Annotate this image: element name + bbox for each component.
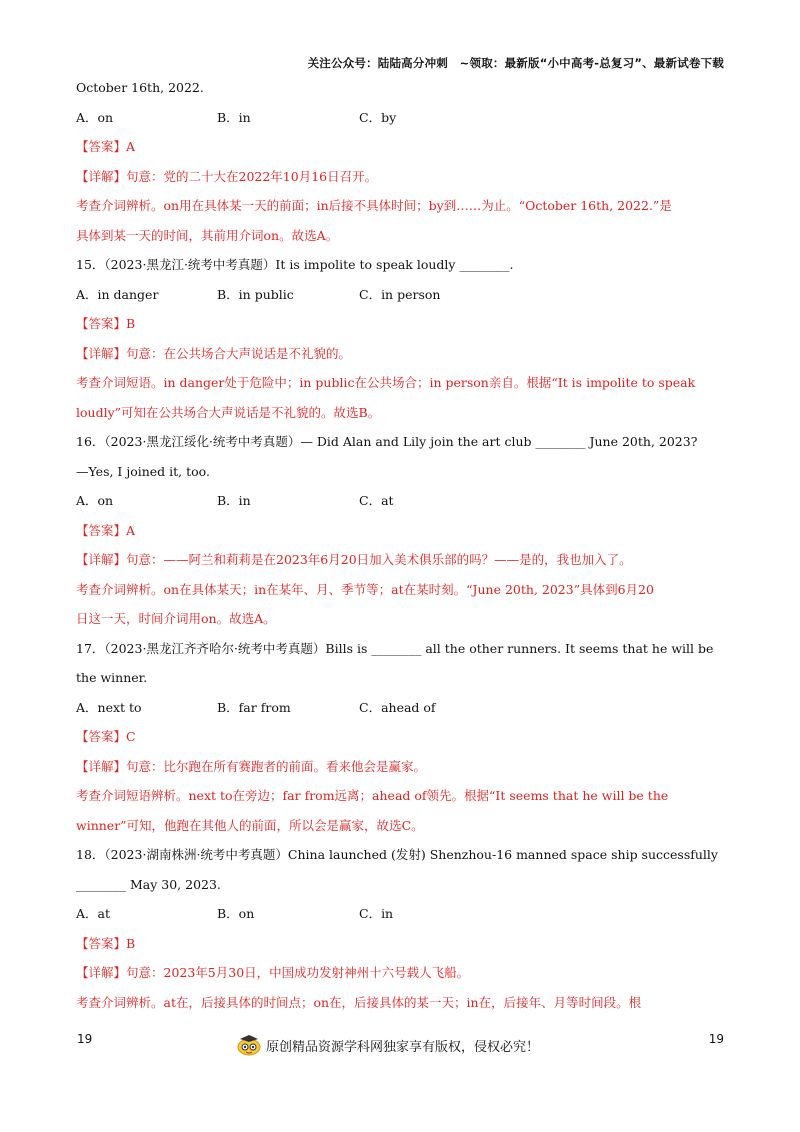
options-row <box>76 491 726 521</box>
explanation-line: 【详解】句意：比尔跑在所有赛跑者的前面。看来他会是赢家。 <box>76 758 427 774</box>
page-header: 关注公众号：陆陆高分冲刺 ~领取：最新版“小中高考-总复习”、最新试卷下载 <box>307 56 724 70</box>
option-item: B．in public <box>217 286 294 302</box>
explanation-line: 【详解】句意：党的二十大在2022年10月16日召开。 <box>76 168 378 184</box>
option-item: A．at <box>76 906 111 921</box>
explanation-line: 考查介词短语辨析。next to在旁边；far from远离；ahead of领先。根据“It seems that he will be the <box>76 788 669 803</box>
question-line: the winner. <box>76 670 148 685</box>
question-line: 18．（2023·湖南株洲·统考中考真题）China launched (发射) Shenzhou-16 manned space ship successfully <box>76 847 718 862</box>
option-item: B．in <box>217 493 251 508</box>
question-line: ________ May 30, 2023. <box>76 876 221 892</box>
question-line: 15．（2023·黑龙江·统考中考真题）It is impolite to speak loudly ________. <box>76 257 514 272</box>
page-number-right: 19 <box>708 1032 724 1046</box>
option-item: C．in person <box>359 286 441 302</box>
explanation-line: winner”可知，他跑在其他人的前面，所以会是赢家，故选C。 <box>76 817 424 833</box>
explanation-line: 【详解】句意：——阿兰和莉莉是在2023年6月20日加入美术俱乐部的吗？——是的，我也加入了。 <box>76 552 632 567</box>
explanation-line: 【详解】句意：2023年5月30日，中国成功发射神州十六号载人飞船。 <box>76 965 470 980</box>
mascot-icon <box>236 1034 262 1056</box>
options-row <box>76 698 726 728</box>
answer-line: 【答案】B <box>76 316 136 331</box>
options-row <box>76 108 726 138</box>
options-row <box>76 285 726 315</box>
option-item: A．in danger <box>76 286 159 302</box>
option-item: B．on <box>217 906 255 921</box>
document-body <box>76 78 726 1022</box>
explanation-line: 具体到某一天的时间，其前用介词on。故选A。 <box>76 227 339 243</box>
answer-line: 【答案】A <box>76 522 136 538</box>
explanation-line: loudly”可知在公共场合大声说话是不礼貌的。故选B。 <box>76 404 381 420</box>
option-item: A．next to <box>76 699 142 715</box>
explanation-line: 考查介词辨析。on在具体某天；in在某年、月、季节等；at在某时刻。“June 20th, 2023”具体到6月20 <box>76 581 654 597</box>
option-item: C．at <box>359 493 394 508</box>
option-item: A．on <box>76 493 114 508</box>
option-item: C．by <box>359 109 397 125</box>
explanation-line: 日这一天，时间介词用on。故选A。 <box>76 611 276 626</box>
option-item: B．far from <box>217 699 291 715</box>
option-item: C．in <box>359 906 394 921</box>
option-item: A．on <box>76 109 114 125</box>
explanation-line: 【详解】句意：在公共场合大声说话是不礼貌的。 <box>76 345 352 361</box>
answer-line: 【答案】A <box>76 139 136 154</box>
explanation-line: 考查介词短语。in danger处于危险中；in public在公共场合；in person亲自。根据“It is impolite to speak <box>76 375 696 390</box>
answer-line: 【答案】B <box>76 935 136 951</box>
answer-line: 【答案】C <box>76 729 136 744</box>
options-row <box>76 904 726 934</box>
footer-copyright: 原创精品资源学科网独家享有版权，侵权必究！ <box>266 1039 540 1055</box>
page-number-left: 19 <box>77 1032 93 1046</box>
option-item: C．ahead of <box>359 699 436 715</box>
footer <box>236 1034 539 1056</box>
option-item: B．in <box>217 109 251 125</box>
question-line: 17．（2023·黑龙江齐齐哈尔·统考中考真题）Bills is ________ all the other runners. It seems that he will be <box>76 640 714 656</box>
question-line: October 16th, 2022. <box>76 80 204 95</box>
explanation-line: 考查介词辨析。on用在具体某一天的前面；in后接不具体时间；by到……为止。“October 16th, 2022.”是 <box>76 198 672 213</box>
explanation-line: 考查介词辨析。at在，后接具体的时间点；on在，后接具体的某一天；in在，后接年、月等时间段。根 <box>76 994 642 1010</box>
question-line: —Yes, I joined it, too. <box>76 463 210 479</box>
question-line: 16．（2023·黑龙江绥化·统考中考真题）— Did Alan and Lily join the art club ________ June 20th, 2023? <box>76 434 698 449</box>
